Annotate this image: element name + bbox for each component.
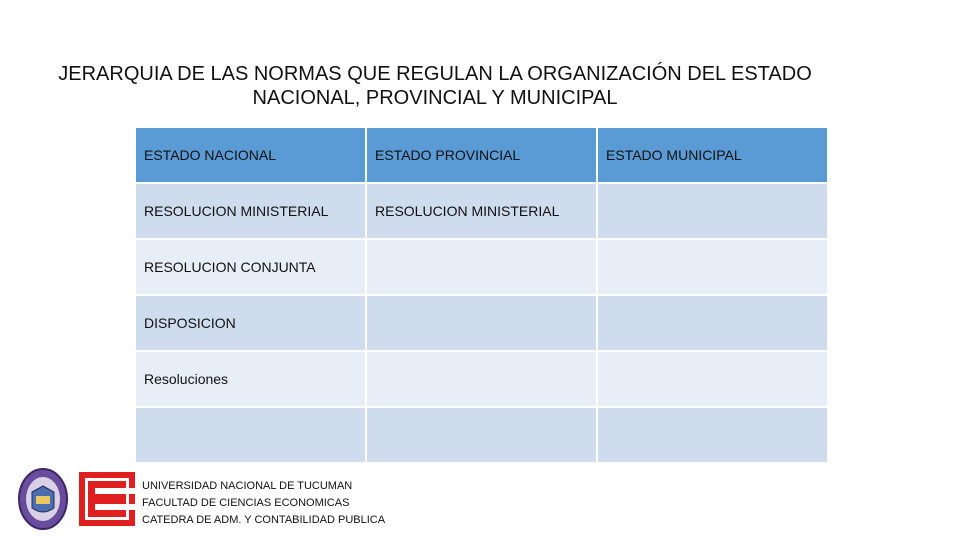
table-cell: DISPOSICION <box>135 295 366 351</box>
table-row <box>135 295 828 351</box>
header-estado-municipal: ESTADO MUNICIPAL <box>597 127 828 183</box>
footer-line-3: CATEDRA DE ADM. Y CONTABILIDAD PUBLICA <box>142 514 386 526</box>
footer-line-2: FACULTAD DE CIENCIAS ECONOMICAS <box>142 497 350 509</box>
table-cell: RESOLUCION MINISTERIAL <box>135 183 366 239</box>
footer-line-1: UNIVERSIDAD NACIONAL DE TUCUMAN <box>142 480 353 492</box>
table-cell <box>597 239 828 295</box>
university-seal-icon <box>18 468 68 530</box>
table-cell <box>366 295 597 351</box>
footer-institution <box>142 478 385 529</box>
title-line-1: JERARQUIA DE LAS NORMAS QUE REGULAN LA ORGANIZACIÓN DEL ESTADO <box>58 63 812 85</box>
table-header-row <box>135 127 828 183</box>
table-row <box>135 351 828 407</box>
faculty-logo-icon <box>79 472 135 526</box>
table-row <box>135 407 828 463</box>
table-cell: RESOLUCION MINISTERIAL <box>366 183 597 239</box>
table-cell <box>366 351 597 407</box>
table-cell <box>597 183 828 239</box>
table-cell <box>366 239 597 295</box>
header-estado-provincial: ESTADO PROVINCIAL <box>366 127 597 183</box>
table-row <box>135 239 828 295</box>
table-cell: RESOLUCION CONJUNTA <box>135 239 366 295</box>
page-title <box>20 62 850 110</box>
table-cell <box>135 407 366 463</box>
table-cell <box>597 295 828 351</box>
norms-table <box>134 126 829 464</box>
table-cell <box>366 407 597 463</box>
title-line-2: NACIONAL, PROVINCIAL Y MUNICIPAL <box>252 87 618 109</box>
table-cell: Resoluciones <box>135 351 366 407</box>
table-cell <box>597 351 828 407</box>
table-cell <box>597 407 828 463</box>
table-row <box>135 183 828 239</box>
header-estado-nacional: ESTADO NACIONAL <box>135 127 366 183</box>
